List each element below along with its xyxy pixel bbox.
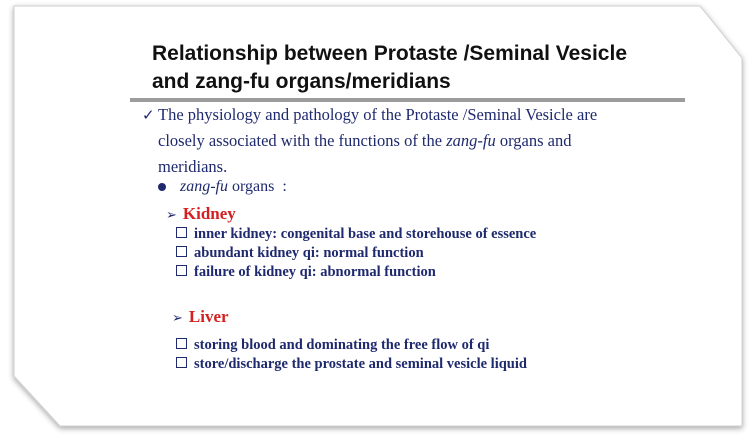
intro-paragraph	[142, 102, 682, 180]
list-item-text: storing blood and dominating the free flow of qi	[194, 337, 490, 353]
bullet-label-italic: zang-fu	[180, 178, 228, 195]
bullet-label-rest: organs :	[228, 178, 287, 195]
slide-title	[152, 40, 672, 96]
square-bullet-icon	[176, 265, 187, 276]
list-item-text: abundant kidney qi: normal function	[194, 245, 424, 261]
bullet-zang-fu-organs	[158, 178, 287, 196]
title-line-1: Relationship between Protaste /Seminal Vesicle	[152, 42, 628, 65]
section-kidney-heading	[166, 204, 236, 224]
square-bullet-icon	[176, 227, 187, 238]
list-item	[176, 264, 436, 281]
list-item-text: failure of kidney qi: abnormal function	[194, 264, 436, 280]
list-item	[176, 226, 536, 243]
square-bullet-icon	[176, 357, 187, 368]
intro-line-2: closely associated with the functions of the zang-fu organs and	[158, 131, 572, 150]
checkmark-icon: ✓	[142, 106, 155, 124]
section-kidney-label: Kidney	[182, 204, 236, 223]
intro-line-3: meridians.	[158, 157, 228, 176]
list-item-text: store/discharge the prostate and seminal vesicle liquid	[194, 356, 527, 372]
list-item	[176, 337, 489, 354]
list-item	[176, 356, 527, 373]
arrow-right-icon: ➢	[172, 311, 183, 326]
bullet-dot-icon	[158, 183, 166, 191]
intro-italic-term: zang-fu	[446, 131, 496, 150]
section-liver-heading	[172, 307, 229, 327]
square-bullet-icon	[176, 338, 187, 349]
list-item-text: inner kidney: congenital base and storehouse of essence	[194, 226, 537, 242]
list-item	[176, 245, 424, 262]
arrow-right-icon: ➢	[166, 208, 177, 223]
square-bullet-icon	[176, 246, 187, 257]
title-line-2: and zang-fu organs/meridians	[152, 70, 451, 93]
intro-line-1: The physiology and pathology of the Protaste /Seminal Vesicle are	[158, 105, 598, 124]
section-liver-label: Liver	[188, 307, 229, 326]
